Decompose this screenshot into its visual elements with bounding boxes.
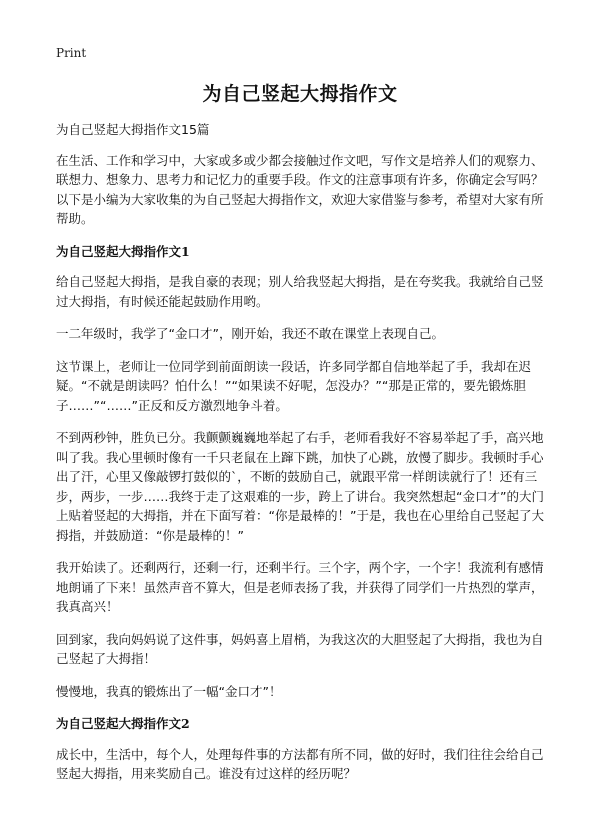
paragraph: 一二年级时，我学了“金口才”，刚开始，我还不敢在课堂上表现自己。: [56, 326, 444, 341]
document-subtitle: 为自己竖起大拇指作文15篇: [56, 122, 210, 137]
document-body: [56, 120, 552, 797]
essay-section-1: [56, 242, 552, 702]
section-heading: 为自己竖起大拇指作文2: [56, 716, 190, 731]
section-heading: 为自己竖起大拇指作文1: [56, 243, 190, 259]
essay-section-2: [56, 714, 552, 784]
paragraph: 慢慢地，我真的锻炼出了一幅“金口才”！: [56, 683, 282, 699]
paragraph: 回到家，我向妈妈说了这件事，妈妈喜上眉梢，为我这次的大胆竖起了大拇指，我也为自己竖起了大拇指！: [56, 631, 544, 666]
paragraph: 给自己竖起大拇指，是我自豪的表现；别人给我竖起大拇指，是在夸奖我。我就给自己竖过大拇指，有时候还能起鼓励作用哟。: [56, 274, 544, 309]
paragraph: 成长中，生活中，每个人，处理每件事的方法都有所不同，做的好时，我们往往会给自己竖起大拇指，用来奖励自己。谁没有过这样的经历呢？: [56, 746, 544, 781]
paragraph: 这节课上，老师让一位同学到前面朗读一段话，许多同学都自信地举起了手，我却在迟疑。“不就是朗读吗？怕什么！”“如果读不好呢，怎没办？”“那是正常的，要先锻炼胆子……”“……”正反和反方激烈地争斗着。: [56, 358, 532, 413]
paragraph: 我开始读了。还剩两行，还剩一行，还剩半行。三个字，两个字，一个字！我流利有感情地朗诵了下来！虽然声音不算大，但是老师表扬了我，并获得了同学们一片热烈的掌声，我真高兴！: [56, 560, 544, 614]
intro-paragraph: 在生活、工作和学习中，大家或多或少都会接触过作文吧，写作文是培养人们的观察力、联想力、想象力、思考力和记忆力的重要手段。作文的注意事项有许多，你确定会写吗？以下是小编为大家收集的为自己竖起大拇指作文，欢迎大家借鉴与参考，希望对大家有所帮助。: [56, 152, 544, 226]
print-link[interactable]: Print: [56, 46, 87, 60]
document-title: 为自己竖起大拇指作文: [202, 83, 398, 105]
paragraph: 不到两秒钟，胜负已分。我颤颤巍巍地举起了右手，老师看我好不容易举起了手，高兴地叫了我。我心里顿时像有一千只老鼠在上蹿下跳，加快了心跳，放慢了脚步。我顿时手心出了汗，心里又像敲锣打鼓似的`，不断的鼓励自己，就跟平常一样朗读就行了！还有三步，两步，一步……我终于走了这艰难的一步，跨上了讲台。我突然想起“金口才”的大门上贴着竖起的大拇指，并在下面写着：“你是最棒的！”于是，我也在心里给自己竖起了大拇指，并鼓励道：“你是最棒的！”: [56, 430, 544, 543]
